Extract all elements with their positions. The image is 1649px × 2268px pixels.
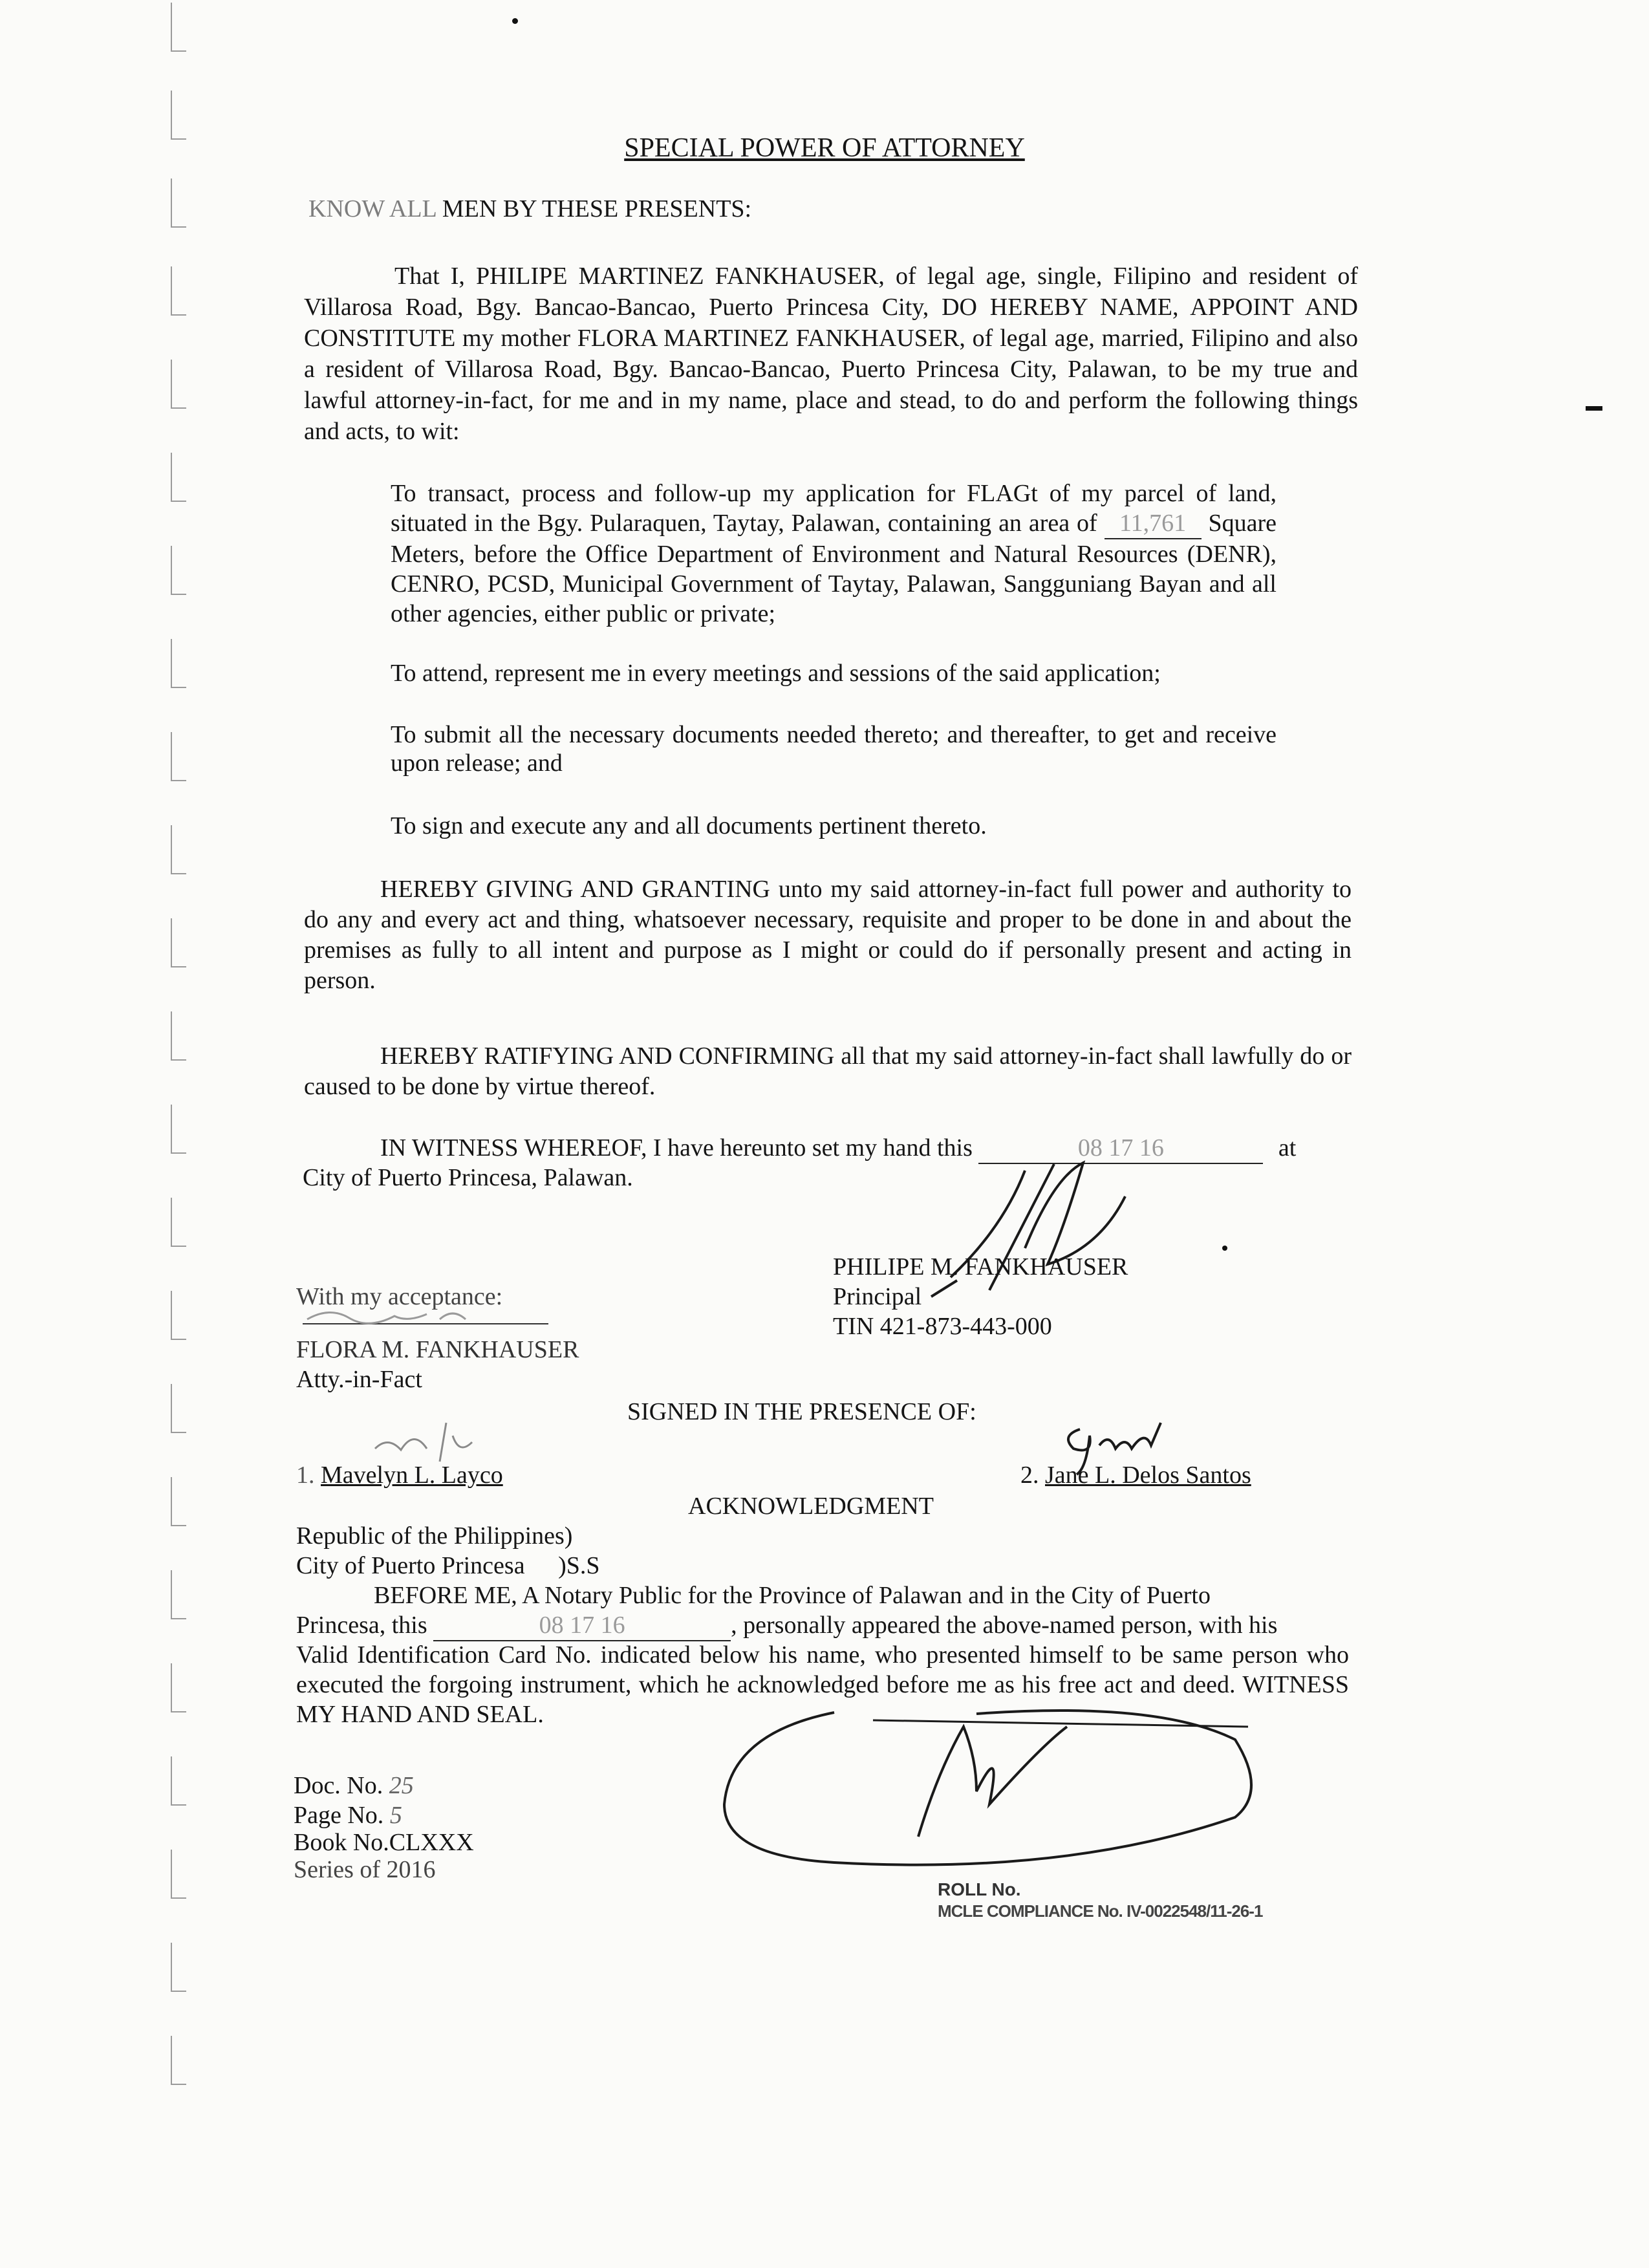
witness-text: IN WITNESS WHEREOF, I have hereunto set my hand this xyxy=(380,1134,973,1161)
witness-at: at xyxy=(1278,1134,1297,1161)
page-no-value: 5 xyxy=(389,1802,402,1829)
document-title: SPECIAL POWER OF ATTORNEY xyxy=(624,133,1025,163)
witness1-number: 1. xyxy=(296,1462,315,1489)
page-no-label: Page No. xyxy=(294,1802,384,1829)
opening-faded: KNOW ALL xyxy=(308,195,436,222)
book-no: Book No.CLXXX xyxy=(294,1829,474,1856)
opening-rest: MEN BY THESE PRESENTS: xyxy=(442,195,752,222)
acceptance-name: FLORA M. FANKHAUSER xyxy=(296,1336,579,1363)
principal-tin: TIN 421-873-443-000 xyxy=(833,1313,1052,1340)
notary-mcle: MCLE COMPLIANCE No. IV-0022548/11-26-1 xyxy=(938,1901,1263,1921)
principal-name: PHILIPE M. FANKHAUSER xyxy=(833,1253,1128,1280)
scan-dash xyxy=(1586,406,1602,411)
acknowledgment-title: ACKNOWLEDGMENT xyxy=(688,1493,934,1520)
item-sign xyxy=(391,811,1277,841)
notary-roll: ROLL No. xyxy=(938,1879,1021,1899)
ack-this: Princesa, this xyxy=(296,1612,427,1639)
ratifying-text: HEREBY RATIFYING AND CONFIRMING all that my said attorney-in-fact shall lawfully do or caused to be done by virtue thereof. xyxy=(304,1042,1352,1100)
ack-date: 08 17 16 xyxy=(433,1610,731,1641)
ss-text: )S.S xyxy=(558,1552,600,1579)
acceptance-role: Atty.-in-Fact xyxy=(296,1366,422,1393)
ack-after: , personally appeared the above-named person, with his xyxy=(731,1612,1278,1639)
witness2-number: 2. xyxy=(1020,1462,1039,1489)
principal-role: Principal xyxy=(833,1283,922,1310)
opening-line xyxy=(308,194,751,224)
ratifying-paragraph xyxy=(304,1041,1352,1102)
item-sign-text: To sign and execute any and all documents pertinent thereto. xyxy=(391,812,987,839)
ack-line-2 xyxy=(296,1610,1277,1641)
witness1 xyxy=(296,1460,503,1490)
intro-text: That I, PHILIPE MARTINEZ FANKHAUSER, of legal age, single, Filipino and resident of Villarosa Road, Bgy. Bancao-Bancao, Puerto Princesa City, DO HEREBY NAME, APPOINT AND CONSTITUTE my mother FLORA MARTINEZ FANKHAUSER, of legal age, married, Filipino and also a resident of Villarosa Road, Bgy. Bancao-Bancao, Puerto Princesa City, Palawan, to be my true and lawful attorney-in-fact, for me and in my name, place and stead, to do and perform the following things and acts, to wit: xyxy=(304,263,1358,445)
witness2-name: Jane L. Delos Santos xyxy=(1045,1462,1251,1489)
acceptance-signature xyxy=(304,1300,537,1332)
witness-place: City of Puerto Princesa, Palawan. xyxy=(303,1164,633,1191)
witness-date: 08 17 16 xyxy=(978,1133,1263,1164)
acceptance-label: With my acceptance: xyxy=(296,1283,503,1310)
page-no xyxy=(294,1800,402,1830)
doc-no xyxy=(294,1771,414,1800)
republic-line: Republic of the Philippines) xyxy=(296,1522,573,1550)
city-text: City of Puerto Princesa xyxy=(296,1552,525,1579)
giving-paragraph xyxy=(304,874,1352,996)
area-value: 11,761 xyxy=(1105,508,1202,539)
item-attend xyxy=(391,658,1277,689)
seal-text-block xyxy=(931,1746,1203,1843)
presence-heading: SIGNED IN THE PRESENCE OF: xyxy=(627,1398,976,1425)
item-transact-text: To transact, process and follow-up my application for FLAGt of my parcel of land, situated in the Bgy. Pularaquen, Taytay, Palawan, containing an area of xyxy=(391,480,1277,537)
intro-paragraph xyxy=(304,261,1358,447)
ack-line-1: BEFORE ME, A Notary Public for the Province of Palawan and in the City of Puerto xyxy=(374,1582,1211,1609)
ack-rest-text: Valid Identification Card No. indicated below his name, who presented himself to be same person who executed the forgoing instrument, which he acknowledged before me as his free act and deed. WITNESS MY HAND AND SEAL. xyxy=(296,1641,1349,1728)
city-line xyxy=(296,1551,599,1581)
doc-no-value: 25 xyxy=(389,1772,414,1799)
item-transact-text-2: Square Meters, before the Office Department of Environment and Natural Resources (DENR), CENRO, PCSD, Municipal Government of Taytay, Palawan, Sangguniang Bayan and all other agencies, either public or private; xyxy=(391,510,1277,627)
item-submit xyxy=(391,720,1277,777)
item-submit-text: To submit all the necessary documents needed thereto; and thereafter, to get and receive upon release; and xyxy=(391,721,1277,777)
item-attend-text: To attend, represent me in every meetings and sessions of the said application; xyxy=(391,660,1161,687)
scan-dot xyxy=(1222,1246,1227,1251)
giving-text: HEREBY GIVING AND GRANTING unto my said attorney-in-fact full power and authority to do any and every act and thing, whatsoever necessary, requisite and proper to be done in and about the premises as fully to all intent and purpose as I might or could do if personally present and acting in person. xyxy=(304,876,1352,994)
scan-speck xyxy=(512,18,518,24)
witness2 xyxy=(1020,1460,1251,1490)
witness1-name: Mavelyn L. Layco xyxy=(321,1462,503,1489)
doc-no-label: Doc. No. xyxy=(294,1772,383,1799)
item-transact xyxy=(391,479,1277,629)
series: Series of 2016 xyxy=(294,1856,436,1883)
